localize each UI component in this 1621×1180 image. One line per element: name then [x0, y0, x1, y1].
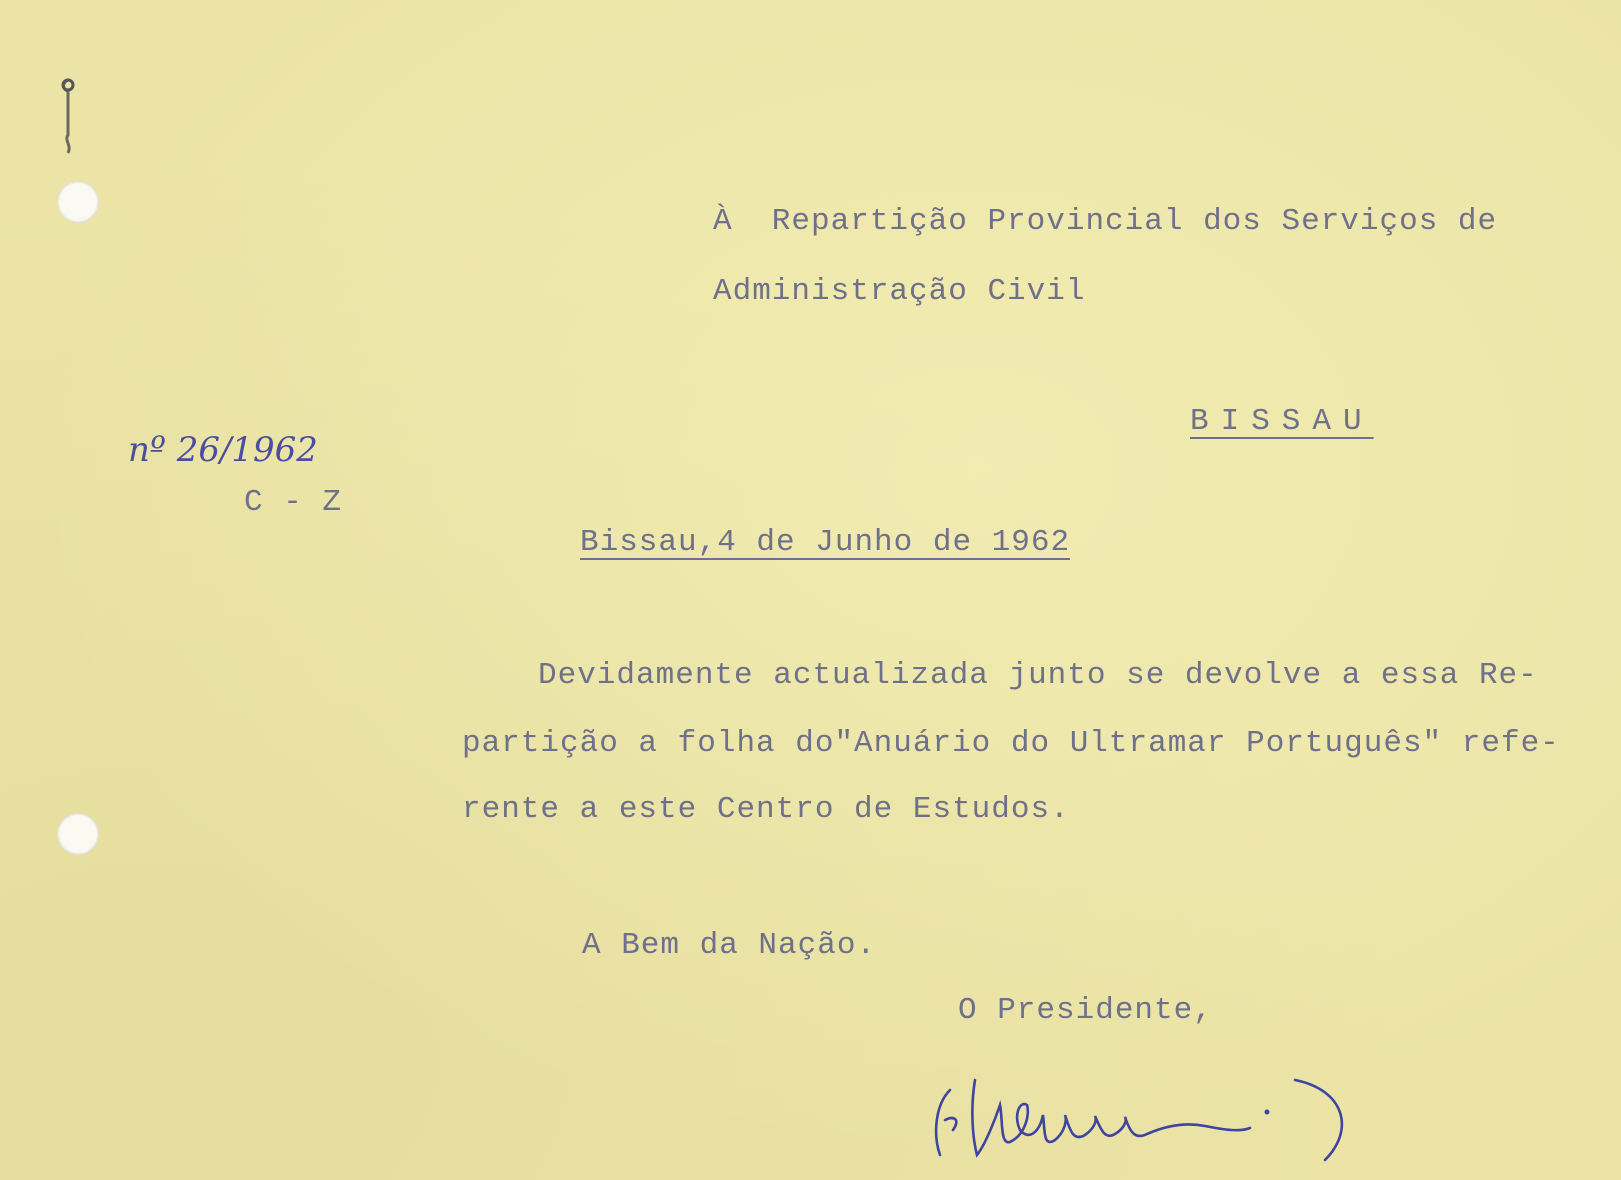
punch-hole-top — [57, 181, 99, 223]
body-line-3: rente a este Centro de Estudos. — [462, 792, 1070, 827]
reference-number: nº 26/1962 — [128, 430, 318, 470]
closing-formula: A Bem da Nação. — [582, 928, 877, 963]
punch-hole-bottom — [57, 813, 99, 855]
date-line: Bissau,4 de Junho de 1962 — [580, 525, 1071, 560]
staple-mark — [54, 75, 84, 175]
signature — [915, 1060, 1385, 1175]
body-line-2: partição a folha do"Anuário do Ultramar Português" refe- — [462, 726, 1560, 761]
addressee-line-2: Administração Civil — [713, 274, 1086, 309]
body-line-1: Devidamente actualizada junto se devolve a essa Re- — [538, 658, 1538, 693]
addressee-city: BISSAU — [1190, 404, 1374, 439]
addressee-line-1: À Repartição Provincial dos Serviços de — [713, 204, 1498, 239]
reference-code: C - Z — [244, 485, 343, 520]
signatory-title: O Presidente, — [958, 993, 1213, 1028]
